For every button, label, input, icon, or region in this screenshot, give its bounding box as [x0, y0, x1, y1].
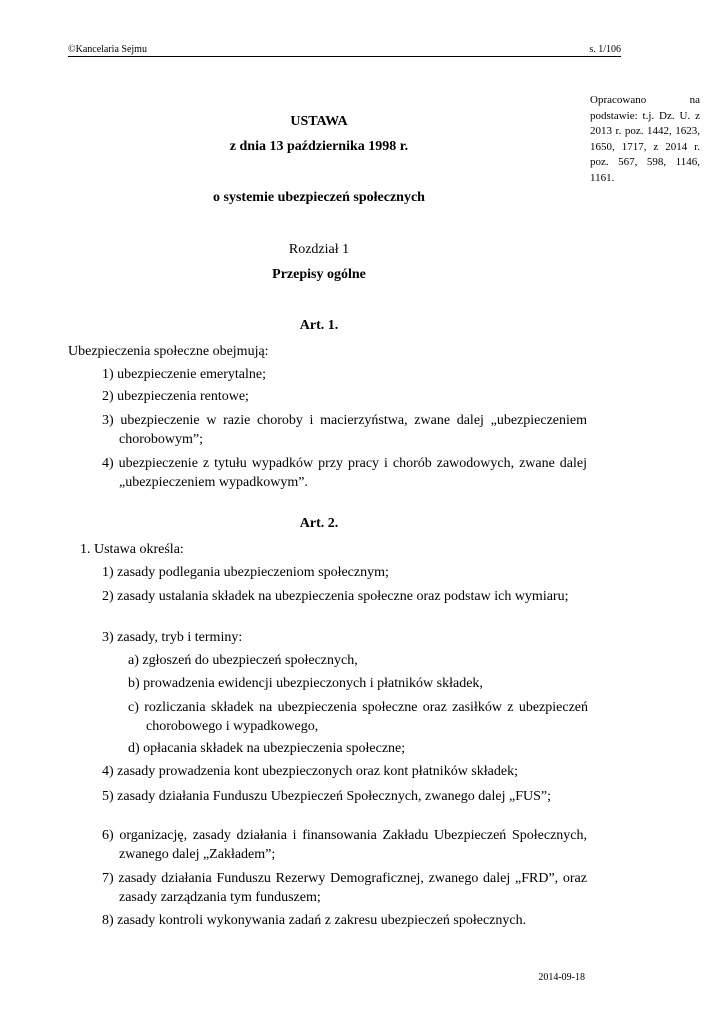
- art2-item: 5) zasady działania Funduszu Ubezpieczeń Społecznych, zwanego dalej „FUS”;: [102, 789, 551, 804]
- art2-item: 4) zasady prowadzenia kont ubezpieczonych oraz kont płatników składek;: [102, 764, 518, 779]
- art1-heading: Art. 1.: [299, 318, 339, 333]
- art2-subitem: a) zgłoszeń do ubezpieczeń społecznych,: [128, 653, 358, 668]
- art1-item: 1) ubezpieczenie emerytalne;: [102, 367, 267, 382]
- chapter-number: Rozdział 1: [288, 242, 350, 257]
- art1-intro: Ubezpieczenia społeczne obejmują:: [68, 344, 269, 359]
- footer-date: 2014-09-18: [538, 972, 585, 983]
- art1-item: 3) ubezpieczenie w razie choroby i macierzyństwa, zwane dalej „ubezpieczeniem chorobowym”;: [102, 413, 587, 447]
- header-page-number: s. 1/106: [589, 44, 621, 55]
- side-note: Opracowano na podstawie: t.j. Dz. U. z 2013 r. poz. 1442, 1623, 1650, 1717, z 2014 r. poz. 567, 598, 1146, 1161.: [590, 94, 700, 184]
- header-rule: [68, 56, 621, 57]
- art2-item: 1) zasady podlegania ubezpieczeniom społecznym;: [102, 565, 389, 580]
- art2-item: 7) zasady działania Funduszu Rezerwy Demograficznej, zwanego dalej „FRD”, oraz zasady zarządzania tym funduszem;: [102, 871, 587, 905]
- act-date: z dnia 13 października 1998 r.: [229, 139, 409, 154]
- art2-item: 2) zasady ustalania składek na ubezpieczenia społeczne oraz podstaw ich wymiaru;: [102, 589, 569, 604]
- art2-subitem: b) prowadzenia ewidencji ubezpieczonych i płatników składek,: [128, 676, 483, 691]
- act-title: USTAWA: [290, 114, 348, 129]
- art2-heading: Art. 2.: [299, 516, 339, 531]
- art1-item: 2) ubezpieczenia rentowe;: [102, 389, 249, 404]
- art2-subitem: c) rozliczania składek na ubezpieczenia społeczne oraz zasiłków z ubezpieczeń chorobowego i wypadkowego,: [128, 700, 588, 734]
- header-source: ©Kancelaria Sejmu: [68, 44, 147, 55]
- art2-item: 8) zasady kontroli wykonywania zadań z zakresu ubezpieczeń społecznych.: [102, 913, 527, 928]
- art2-item: 6) organizację, zasady działania i finansowania Zakładu Ubezpieczeń Społecznych, zwanego dalej „Zakładem”;: [102, 828, 587, 862]
- art2-intro: 1. Ustawa określa:: [80, 542, 184, 557]
- chapter-name: Przepisy ogólne: [272, 267, 366, 282]
- art1-item: 4) ubezpieczenie z tytułu wypadków przy pracy i chorób zawodowych, zwane dalej „ubezpieczeniem wypadkowym”.: [102, 456, 587, 490]
- art2-subitem: d) opłacania składek na ubezpieczenia społeczne;: [128, 741, 406, 756]
- art2-item: 3) zasady, tryb i terminy:: [102, 630, 243, 645]
- act-subject: o systemie ubezpieczeń społecznych: [213, 190, 425, 205]
